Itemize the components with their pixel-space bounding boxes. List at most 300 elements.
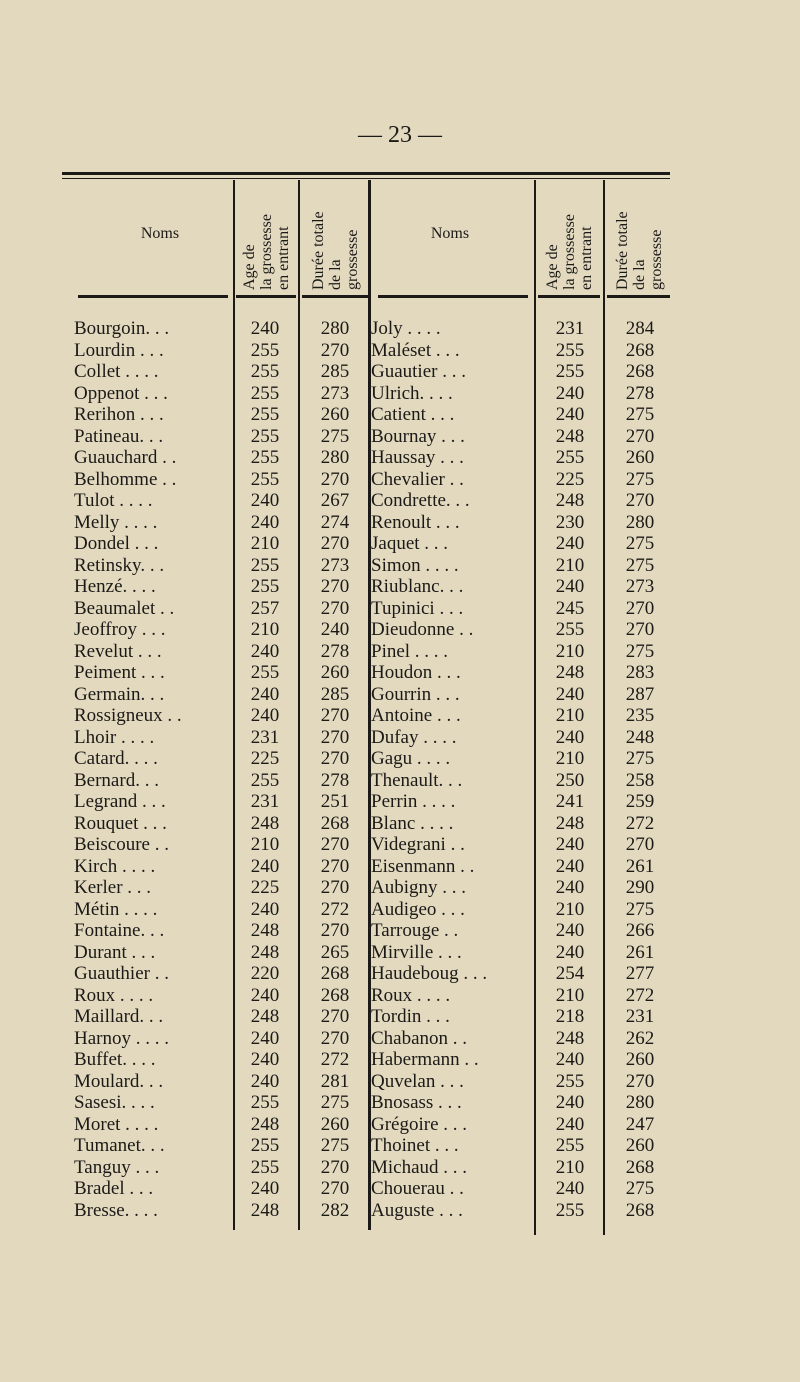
left-name-cell: Peiment . . . (74, 662, 165, 683)
left-age-cell: 225 (250, 877, 280, 898)
right-duration-cell: 258 (625, 769, 655, 791)
right-duration-cell: 272 (625, 984, 655, 1006)
right-duration-cell: 270 (625, 597, 655, 619)
right-duration-cell: 261 (625, 941, 655, 963)
left-duration-cell: 270 (320, 877, 350, 898)
right-duration-cell: 270 (625, 1070, 655, 1092)
right-age-cell: 240 (555, 834, 585, 855)
right-age-cell: 210 (555, 640, 585, 662)
left-age-cell: 240 (250, 984, 280, 1006)
table-row (0, 426, 800, 448)
right-duration-cell: 247 (625, 1113, 655, 1135)
left-age-cell: 255 (250, 468, 280, 490)
right-age-cell: 241 (555, 791, 585, 812)
left-age-cell: 255 (250, 769, 280, 791)
right-name-cell: Tordin . . . (371, 1006, 450, 1027)
right-age-cell: 255 (555, 1070, 585, 1092)
left-duration-cell: 260 (320, 404, 350, 425)
right-name-cell: Gourrin . . . (371, 683, 460, 705)
left-duration-cell: 270 (320, 1156, 350, 1178)
left-name-cell: Collet . . . . (74, 361, 159, 382)
right-duration-cell: 260 (625, 1049, 655, 1070)
left-duration-cell: 270 (320, 1006, 350, 1027)
table-row (0, 770, 800, 792)
left-duration-cell: 270 (320, 748, 350, 769)
right-age-cell: 248 (555, 812, 585, 834)
right-duration-cell: 268 (625, 339, 655, 361)
right-name-cell: Maléset . . . (371, 339, 460, 361)
right-name-cell: Aubigny . . . (371, 877, 466, 898)
right-duration-cell: 277 (625, 963, 655, 984)
right-duration-cell: 275 (625, 554, 655, 576)
table-row (0, 1178, 800, 1200)
table-row (0, 490, 800, 512)
right-name-cell: Catient . . . (371, 404, 455, 425)
table-row (0, 899, 800, 921)
right-name-cell: Habermann . . (371, 1049, 479, 1070)
table-row (0, 985, 800, 1007)
left-age-cell: 248 (250, 1199, 280, 1221)
left-age-cell: 248 (250, 1113, 280, 1135)
left-name-cell: Fontaine. . . (74, 920, 165, 941)
right-name-cell: Bournay . . . (371, 425, 465, 447)
right-age-cell: 240 (555, 533, 585, 554)
left-duration-cell: 270 (320, 1178, 350, 1199)
left-duration-cell: 285 (320, 361, 350, 382)
right-age-cell: 245 (555, 597, 585, 619)
left-duration-cell: 270 (320, 533, 350, 554)
left-name-cell: Roux . . . . (74, 984, 154, 1006)
left-age-cell: 225 (250, 748, 280, 769)
left-name-cell: Oppenot . . . (74, 382, 168, 404)
right-duration-cell: 275 (625, 898, 655, 920)
right-duration-cell: 287 (625, 683, 655, 705)
right-name-cell: Chevalier . . (371, 468, 464, 490)
left-name-cell: Kerler . . . (74, 877, 152, 898)
left-name-cell: Catard. . . . (74, 748, 158, 769)
right-age-cell: 210 (555, 984, 585, 1006)
table-row (0, 705, 800, 727)
header-underline (236, 295, 296, 298)
right-name-cell: Haussay . . . (371, 447, 464, 468)
left-duration-cell: 278 (320, 640, 350, 662)
left-duration-cell: 272 (320, 1049, 350, 1070)
left-duration-cell: 270 (320, 726, 350, 748)
right-name-cell: Haudeboug . . . (371, 963, 488, 984)
right-age-cell: 240 (555, 1049, 585, 1070)
right-age-cell: 240 (555, 683, 585, 705)
left-duration-cell: 278 (320, 769, 350, 791)
left-duration-cell: 260 (320, 662, 350, 683)
table-row (0, 791, 800, 813)
right-age-cell: 210 (555, 554, 585, 576)
right-duration-cell: 275 (625, 404, 655, 425)
table-row (0, 920, 800, 942)
header-age-left (241, 214, 292, 290)
right-duration-cell: 266 (625, 920, 655, 941)
table-row (0, 576, 800, 598)
table-row (0, 942, 800, 964)
header-age-line: Age de (241, 244, 258, 290)
left-duration-cell: 273 (320, 554, 350, 576)
left-name-cell: Tulot . . . . (74, 490, 153, 511)
right-age-cell: 240 (555, 1113, 585, 1135)
left-age-cell: 255 (250, 339, 280, 361)
right-duration-cell: 280 (625, 1092, 655, 1113)
table-row (0, 619, 800, 641)
right-name-cell: Joly . . . . (371, 318, 441, 339)
right-duration-cell: 275 (625, 1178, 655, 1199)
right-name-cell: Blanc . . . . (371, 812, 454, 834)
left-age-cell: 240 (250, 1027, 280, 1049)
right-age-cell: 248 (555, 1027, 585, 1049)
table-row (0, 404, 800, 426)
left-name-cell: Bourgoin. . . (74, 318, 170, 339)
header-underline (78, 295, 228, 298)
left-name-cell: Moret . . . . (74, 1113, 159, 1135)
right-age-cell: 218 (555, 1006, 585, 1027)
table-row (0, 1135, 800, 1157)
left-age-cell: 255 (250, 662, 280, 683)
left-name-cell: Tumanet. . . (74, 1135, 165, 1156)
right-name-cell: Jaquet . . . (371, 533, 449, 554)
right-age-cell: 225 (555, 468, 585, 490)
left-name-cell: Guauchard . . (74, 447, 177, 468)
left-duration-cell: 275 (320, 1135, 350, 1156)
header-duration-left (310, 211, 361, 290)
left-duration-cell: 268 (320, 963, 350, 984)
left-duration-cell: 274 (320, 511, 350, 533)
right-name-cell: Eisenmann . . (371, 855, 475, 877)
page-number: — 23 — (358, 122, 442, 148)
left-age-cell: 210 (250, 619, 280, 640)
left-age-cell: 240 (250, 1049, 280, 1070)
left-name-cell: Rerihon . . . (74, 404, 164, 425)
right-duration-cell: 273 (625, 576, 655, 597)
header-duration-line: Durée totale (310, 211, 327, 290)
left-age-cell: 210 (250, 533, 280, 554)
right-age-cell: 240 (555, 576, 585, 597)
right-name-cell: Gagu . . . . (371, 748, 451, 769)
left-name-cell: Melly . . . . (74, 511, 158, 533)
right-duration-cell: 283 (625, 662, 655, 683)
left-age-cell: 240 (250, 898, 280, 920)
left-name-cell: Beaumalet . . (74, 597, 175, 619)
table-row (0, 1092, 800, 1114)
left-age-cell: 220 (250, 963, 280, 984)
left-name-cell: Legrand . . . (74, 791, 166, 812)
right-duration-cell: 235 (625, 705, 655, 726)
left-age-cell: 255 (250, 1135, 280, 1156)
right-duration-cell: 259 (625, 791, 655, 812)
left-duration-cell: 275 (320, 425, 350, 447)
left-duration-cell: 280 (320, 447, 350, 468)
left-age-cell: 255 (250, 361, 280, 382)
left-age-cell: 255 (250, 425, 280, 447)
left-duration-cell: 240 (320, 619, 350, 640)
right-age-cell: 231 (555, 318, 585, 339)
left-age-cell: 257 (250, 597, 280, 619)
right-duration-cell: 260 (625, 447, 655, 468)
right-duration-cell: 268 (625, 1156, 655, 1178)
right-name-cell: Dieudonne . . (371, 619, 474, 640)
right-name-cell: Houdon . . . (371, 662, 461, 683)
right-name-cell: Guautier . . . (371, 361, 466, 382)
left-name-cell: Rossigneux . . (74, 705, 182, 726)
left-age-cell: 255 (250, 447, 280, 468)
left-age-cell: 240 (250, 490, 280, 511)
header-duration-line: grossesse (344, 229, 361, 290)
right-duration-cell: 270 (625, 619, 655, 640)
left-duration-cell: 273 (320, 382, 350, 404)
left-name-cell: Bernard. . . (74, 769, 159, 791)
table-row (0, 598, 800, 620)
table-row (0, 684, 800, 706)
left-name-cell: Maillard. . . (74, 1006, 164, 1027)
left-name-cell: Germain. . . (74, 683, 165, 705)
table-row (0, 856, 800, 878)
left-duration-cell: 270 (320, 705, 350, 726)
left-age-cell: 255 (250, 382, 280, 404)
right-age-cell: 255 (555, 339, 585, 361)
header-duration-line: grossesse (648, 229, 665, 290)
table-row (0, 1006, 800, 1028)
right-duration-cell: 270 (625, 834, 655, 855)
right-name-cell: Mirville . . . (371, 941, 462, 963)
right-age-cell: 255 (555, 447, 585, 468)
left-age-cell: 255 (250, 1156, 280, 1178)
table-row (0, 318, 800, 340)
header-underline (538, 295, 600, 298)
left-age-cell: 240 (250, 855, 280, 877)
table-row (0, 813, 800, 835)
left-name-cell: Durant . . . (74, 941, 156, 963)
table-row (0, 361, 800, 383)
left-age-cell: 240 (250, 1070, 280, 1092)
left-age-cell: 248 (250, 812, 280, 834)
left-name-cell: Tanguy . . . (74, 1156, 160, 1178)
left-age-cell: 240 (250, 318, 280, 339)
left-age-cell: 240 (250, 683, 280, 705)
right-age-cell: 240 (555, 920, 585, 941)
header-age-line: la grossesse (258, 214, 275, 290)
header-names-right: Noms (430, 225, 470, 242)
right-age-cell: 255 (555, 361, 585, 382)
right-name-cell: Grégoire . . . (371, 1113, 468, 1135)
left-age-cell: 255 (250, 576, 280, 597)
left-duration-cell: 270 (320, 339, 350, 361)
right-age-cell: 240 (555, 726, 585, 748)
right-age-cell: 248 (555, 490, 585, 511)
left-age-cell: 248 (250, 941, 280, 963)
left-name-cell: Bradel . . . (74, 1178, 154, 1199)
right-duration-cell: 284 (625, 318, 655, 339)
right-name-cell: Videgrani . . (371, 834, 465, 855)
left-name-cell: Lhoir . . . . (74, 726, 155, 748)
left-name-cell: Patineau. . . (74, 425, 164, 447)
left-name-cell: Métin . . . . (74, 898, 158, 920)
right-name-cell: Bnosass . . . (371, 1092, 462, 1113)
header-names-left: Noms (140, 225, 180, 242)
right-duration-cell: 275 (625, 468, 655, 490)
right-name-cell: Riublanc. . . (371, 576, 464, 597)
header-age-line: Age de (544, 244, 561, 290)
right-age-cell: 255 (555, 1199, 585, 1221)
right-age-cell: 255 (555, 1135, 585, 1156)
right-name-cell: Chabanon . . (371, 1027, 468, 1049)
right-name-cell: Quvelan . . . (371, 1070, 464, 1092)
table-row (0, 533, 800, 555)
right-duration-cell: 261 (625, 855, 655, 877)
right-age-cell: 210 (555, 705, 585, 726)
right-name-cell: Simon . . . . (371, 554, 459, 576)
left-duration-cell: 270 (320, 855, 350, 877)
right-name-cell: Antoine . . . (371, 705, 461, 726)
right-name-cell: Thenault. . . (371, 769, 463, 791)
table-row (0, 963, 800, 985)
right-age-cell: 240 (555, 1092, 585, 1113)
right-duration-cell: 231 (625, 1006, 655, 1027)
right-name-cell: Tarrouge . . (371, 920, 459, 941)
left-name-cell: Lourdin . . . (74, 339, 164, 361)
left-duration-cell: 272 (320, 898, 350, 920)
header-duration-line: Durée totale (614, 211, 631, 290)
left-name-cell: Kirch . . . . (74, 855, 156, 877)
table-row (0, 469, 800, 491)
right-age-cell: 255 (555, 619, 585, 640)
right-name-cell: Tupinici . . . (371, 597, 464, 619)
table-row (0, 1157, 800, 1179)
left-name-cell: Moulard. . . (74, 1070, 164, 1092)
left-name-cell: Dondel . . . (74, 533, 159, 554)
header-age-line: en entrant (275, 226, 292, 290)
right-age-cell: 240 (555, 877, 585, 898)
right-age-cell: 230 (555, 511, 585, 533)
left-age-cell: 248 (250, 1006, 280, 1027)
right-duration-cell: 262 (625, 1027, 655, 1049)
left-name-cell: Revelut . . . (74, 640, 162, 662)
right-duration-cell: 275 (625, 748, 655, 769)
right-duration-cell: 270 (625, 490, 655, 511)
left-age-cell: 231 (250, 726, 280, 748)
table-row (0, 662, 800, 684)
left-duration-cell: 280 (320, 318, 350, 339)
top-rule-thin (62, 178, 670, 179)
left-name-cell: Sasesi. . . . (74, 1092, 155, 1113)
left-duration-cell: 270 (320, 834, 350, 855)
right-age-cell: 240 (555, 1178, 585, 1199)
right-age-cell: 240 (555, 404, 585, 425)
left-age-cell: 240 (250, 705, 280, 726)
table-row (0, 1049, 800, 1071)
right-name-cell: Ulrich. . . . (371, 382, 453, 404)
header-underline (302, 295, 370, 298)
left-duration-cell: 285 (320, 683, 350, 705)
right-age-cell: 240 (555, 941, 585, 963)
left-duration-cell: 268 (320, 984, 350, 1006)
left-name-cell: Buffet. . . . (74, 1049, 156, 1070)
table-row (0, 877, 800, 899)
left-duration-cell: 270 (320, 920, 350, 941)
right-name-cell: Chouerau . . (371, 1178, 464, 1199)
left-duration-cell: 268 (320, 812, 350, 834)
right-duration-cell: 260 (625, 1135, 655, 1156)
right-name-cell: Pinel . . . . (371, 640, 449, 662)
right-name-cell: Auguste . . . (371, 1199, 463, 1221)
right-age-cell: 248 (555, 662, 585, 683)
right-age-cell: 210 (555, 1156, 585, 1178)
left-age-cell: 255 (250, 404, 280, 425)
table-row (0, 383, 800, 405)
left-duration-cell: 281 (320, 1070, 350, 1092)
table-row (0, 447, 800, 469)
header-underline (607, 295, 670, 298)
right-duration-cell: 268 (625, 361, 655, 382)
left-age-cell: 248 (250, 920, 280, 941)
left-duration-cell: 270 (320, 597, 350, 619)
right-name-cell: Condrette. . . (371, 490, 470, 511)
left-name-cell: Jeoffroy . . . (74, 619, 166, 640)
right-name-cell: Audigeo . . . (371, 898, 465, 920)
header-duration-line: de la (631, 259, 648, 290)
header-age-right (544, 214, 595, 290)
right-age-cell: 240 (555, 382, 585, 404)
right-name-cell: Perrin . . . . (371, 791, 456, 812)
left-duration-cell: 260 (320, 1113, 350, 1135)
right-name-cell: Dufay . . . . (371, 726, 457, 748)
right-duration-cell: 268 (625, 1199, 655, 1221)
right-duration-cell: 275 (625, 533, 655, 554)
left-duration-cell: 270 (320, 576, 350, 597)
right-age-cell: 250 (555, 769, 585, 791)
left-age-cell: 210 (250, 834, 280, 855)
right-age-cell: 254 (555, 963, 585, 984)
table-row (0, 748, 800, 770)
table-row (0, 340, 800, 362)
left-name-cell: Beiscoure . . (74, 834, 169, 855)
right-duration-cell: 290 (625, 877, 655, 898)
table-row (0, 1114, 800, 1136)
left-name-cell: Guauthier . . (74, 963, 169, 984)
right-duration-cell: 248 (625, 726, 655, 748)
right-name-cell: Michaud . . . (371, 1156, 468, 1178)
right-age-cell: 210 (555, 898, 585, 920)
table-row (0, 834, 800, 856)
table-row (0, 512, 800, 534)
header-duration-line: de la (327, 259, 344, 290)
left-duration-cell: 275 (320, 1092, 350, 1113)
left-age-cell: 231 (250, 791, 280, 812)
header-underline (378, 295, 528, 298)
left-duration-cell: 265 (320, 941, 350, 963)
table-row (0, 641, 800, 663)
left-age-cell: 255 (250, 554, 280, 576)
right-age-cell: 210 (555, 748, 585, 769)
table-row (0, 1028, 800, 1050)
header-age-line: la grossesse (561, 214, 578, 290)
left-age-cell: 240 (250, 1178, 280, 1199)
right-age-cell: 248 (555, 425, 585, 447)
left-duration-cell: 270 (320, 1027, 350, 1049)
right-age-cell: 240 (555, 855, 585, 877)
left-name-cell: Retinsky. . . (74, 554, 165, 576)
right-duration-cell: 278 (625, 382, 655, 404)
left-duration-cell: 270 (320, 468, 350, 490)
table-row (0, 727, 800, 749)
left-name-cell: Henzé. . . . (74, 576, 156, 597)
right-name-cell: Thoinet . . . (371, 1135, 459, 1156)
right-name-cell: Renoult . . . (371, 511, 460, 533)
